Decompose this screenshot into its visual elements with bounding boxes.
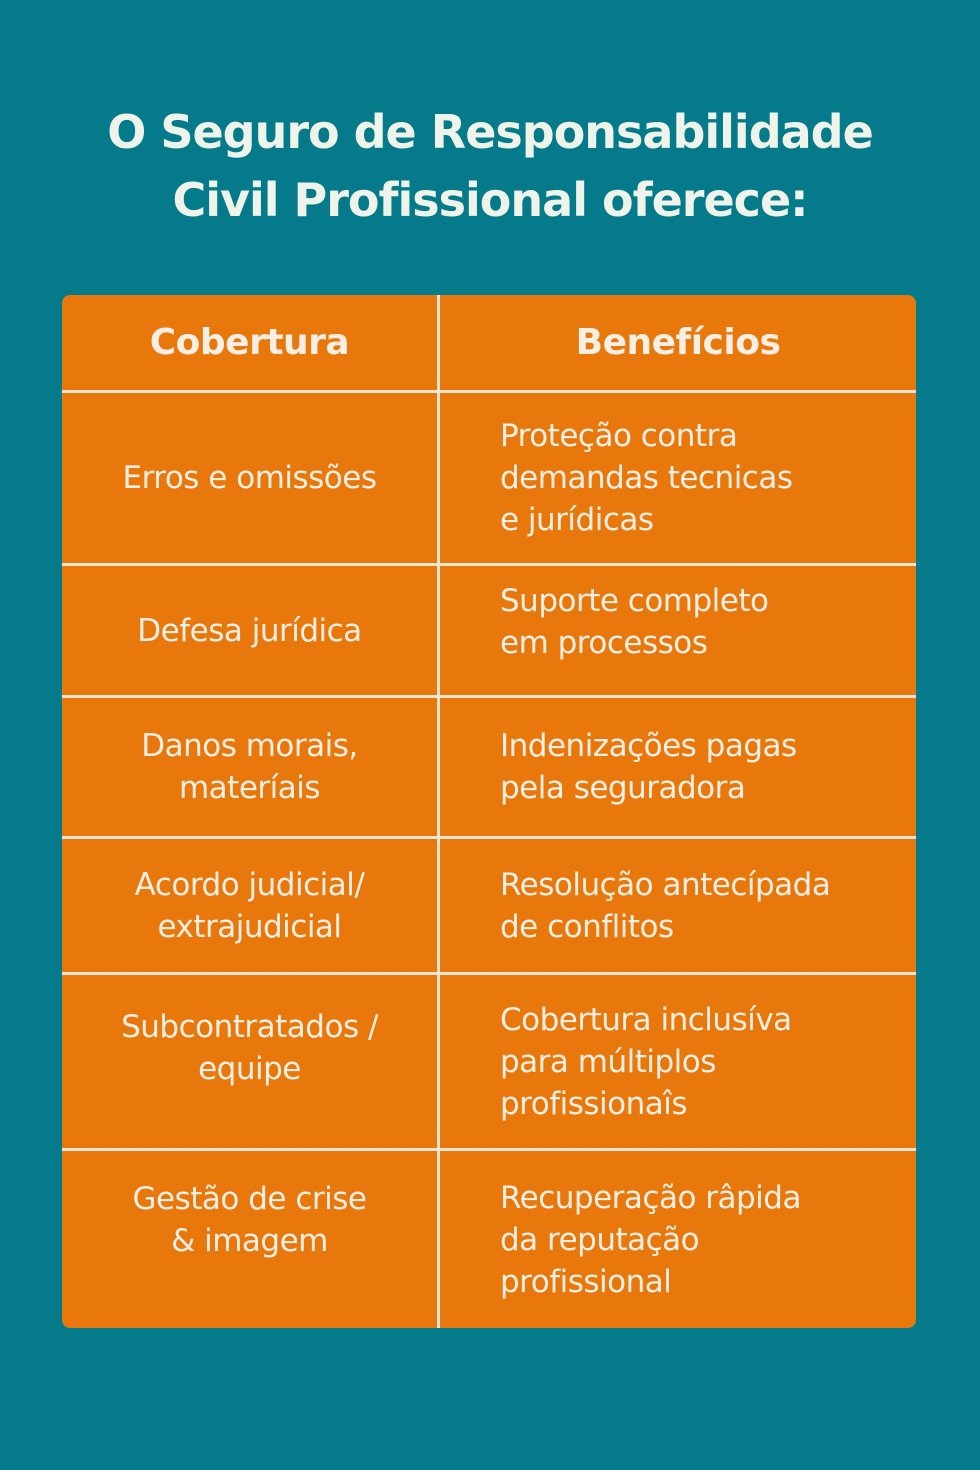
benefit-text: Cobertura inclusíva (500, 1001, 792, 1038)
page-title (0, 98, 980, 234)
benefit-text: Suporte completo (500, 583, 769, 619)
benefit-text: profissionaîs (500, 1085, 688, 1122)
table-row-1-coverage (62, 393, 437, 563)
coverage-text: equipe (198, 1051, 301, 1087)
benefit-text: para múltiplos (500, 1043, 716, 1080)
coverage-text: extrajudicial (157, 908, 342, 945)
table-row-4-coverage (62, 839, 437, 972)
benefit-text: Indenizações pagas (500, 728, 797, 764)
coverage-text: Gestão de crise (132, 1181, 367, 1217)
table-row-4-benefits (500, 839, 910, 972)
benefit-text: Recuperação râpida (500, 1179, 801, 1216)
table-row-3-coverage (62, 698, 437, 836)
coverage-text: Danos morais, (141, 728, 358, 764)
benefit-text: demandas tecnicas (500, 460, 793, 496)
benefit-text: de conflitos (500, 908, 674, 945)
coverage-text: Erros e omissões (122, 460, 377, 496)
page-title-line-1: O Seguro de Responsabilidade (107, 105, 873, 159)
column-divider (437, 295, 440, 1328)
coverage-text: & imagem (171, 1223, 328, 1259)
page-title-line-2: Civil Profissional oferece: (172, 173, 808, 227)
table-row-3-benefits (500, 698, 910, 836)
benefit-text: em processos (500, 625, 708, 661)
table-row-6-coverage (62, 1151, 437, 1289)
header-benefits (440, 295, 916, 390)
coverage-text: materíais (178, 770, 321, 806)
coverage-text: Subcontratados / (121, 1009, 378, 1045)
coverage-text: Defesa jurídica (137, 612, 362, 649)
table-row-2-coverage (62, 566, 437, 695)
header-coverage (62, 295, 437, 390)
table-row-5-coverage (62, 975, 437, 1121)
benefit-text: profissional (500, 1263, 672, 1300)
coverage-text: Acordo judicial/ (134, 866, 365, 903)
table-row-6-benefits (500, 1151, 910, 1328)
table-row-2-benefits (500, 566, 910, 678)
table-row-1-benefits (500, 393, 910, 563)
benefit-text: Proteção contra (500, 418, 738, 454)
benefit-text: Resolução antecípada (500, 866, 831, 903)
header-coverage-label: Cobertura (149, 321, 350, 363)
benefit-text: e jurídicas (500, 502, 654, 538)
benefit-text: da reputação (500, 1221, 700, 1258)
table-row-5-benefits (500, 975, 910, 1148)
coverage-table (62, 295, 916, 1328)
benefit-text: pela seguradora (500, 770, 746, 806)
header-benefits-label: Benefícios (575, 321, 781, 363)
